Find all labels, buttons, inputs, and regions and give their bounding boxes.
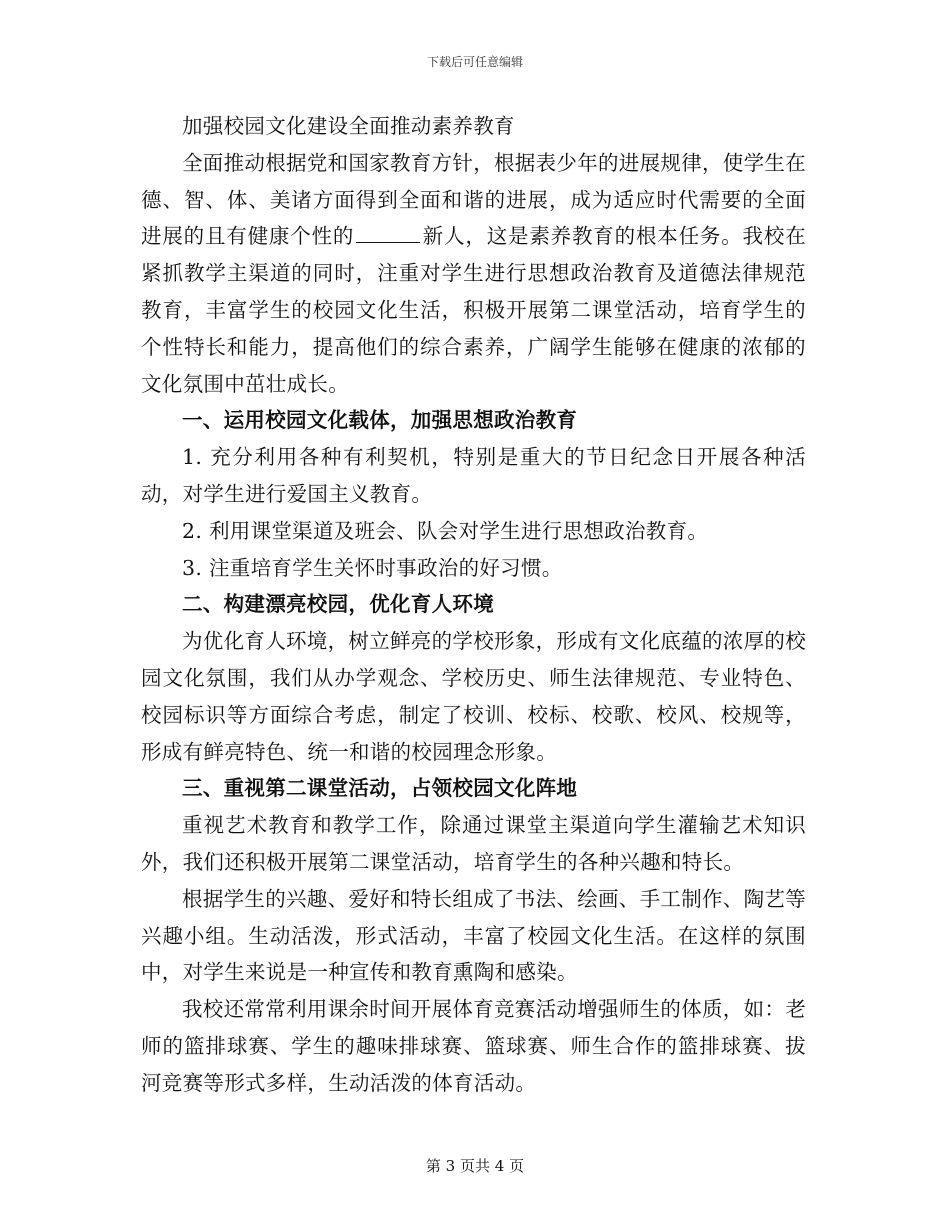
section2-heading: 二、构建漂亮校园，优化育人环境	[182, 592, 494, 617]
document-title: 加强校园文化建设全面推动素养教育	[182, 114, 515, 138]
section1-heading: 一、运用校园文化载体，加强思想政治教育	[182, 408, 578, 433]
page-footer	[0, 1155, 950, 1176]
page-number-label: 第 3 页共 4 页	[425, 1157, 525, 1175]
section2-paragraph: 为优化育人环境，树立鲜亮的学校形象，形成有文化底蕴的浓厚的校园文化氛围，我们从办学观念、学校历史、师生法律规范、专业特色、校园标识等方面综合考虑，制定了校训、校标、校歌、校风、校规等，形成有鲜亮特色、统一和谐的校园理念形象。	[141, 629, 806, 764]
fill-blank	[356, 224, 420, 243]
section3-heading: 三、重视第二课堂活动，占领校园文化阵地	[182, 776, 578, 801]
document-body	[141, 108, 806, 1102]
intro-text-part1: 全面推动根据党和国家教育方针，根据表少年的进展规律，使学生在德、智、体、美诸方面得到全面和谐的进展，成为适应时代需要的全面进展的且有健康个性的	[141, 150, 806, 249]
section1-item: 2. 利用课堂渠道及班会、队会对学生进行思想政治教育。	[182, 518, 709, 543]
section1-item: 3. 注重培育学生关怀时事政治的好习惯。	[182, 555, 563, 580]
intro-paragraph	[141, 145, 806, 403]
intro-text-part2: 新人，这是素养教育的根本任务。我校在紧抓教学主渠道的同时，注重对学生进行思想政治教育及道德法律规范教育，丰富学生的校园文化生活，积极开展第二课堂活动，培育学生的个性特长和能力，提高他们的综合素养，广阔学生能够在健康的浓郁的文化氛围中茁壮成长。	[141, 224, 806, 396]
section1-item: 1. 充分利用各种有利契机，特别是重大的节日纪念日开展各种活动，对学生进行爱国主义教育。	[141, 445, 806, 506]
section3-paragraph: 根据学生的兴趣、爱好和特长组成了书法、绘画、手工制作、陶艺等兴趣小组。生动活泼，形式活动，丰富了校园文化生活。在这样的氛围中，对学生来说是一种宣传和教育熏陶和感染。	[141, 886, 806, 985]
section3-paragraph: 我校还常常利用课余时间开展体育竞赛活动增强师生的体质，如：老师的篮排球赛、学生的趣味排球赛、篮球赛、师生合作的篮排球赛、拔河竞赛等形式多样，生动活泼的体育活动。	[141, 997, 806, 1095]
section3-paragraph: 重视艺术教育和教学工作，除通过课堂主渠道向学生灌输艺术知识外，我们还积极开展第二课堂活动，培育学生的各种兴趣和特长。	[141, 813, 806, 874]
header-note: 下载后可任意编辑	[426, 55, 523, 69]
